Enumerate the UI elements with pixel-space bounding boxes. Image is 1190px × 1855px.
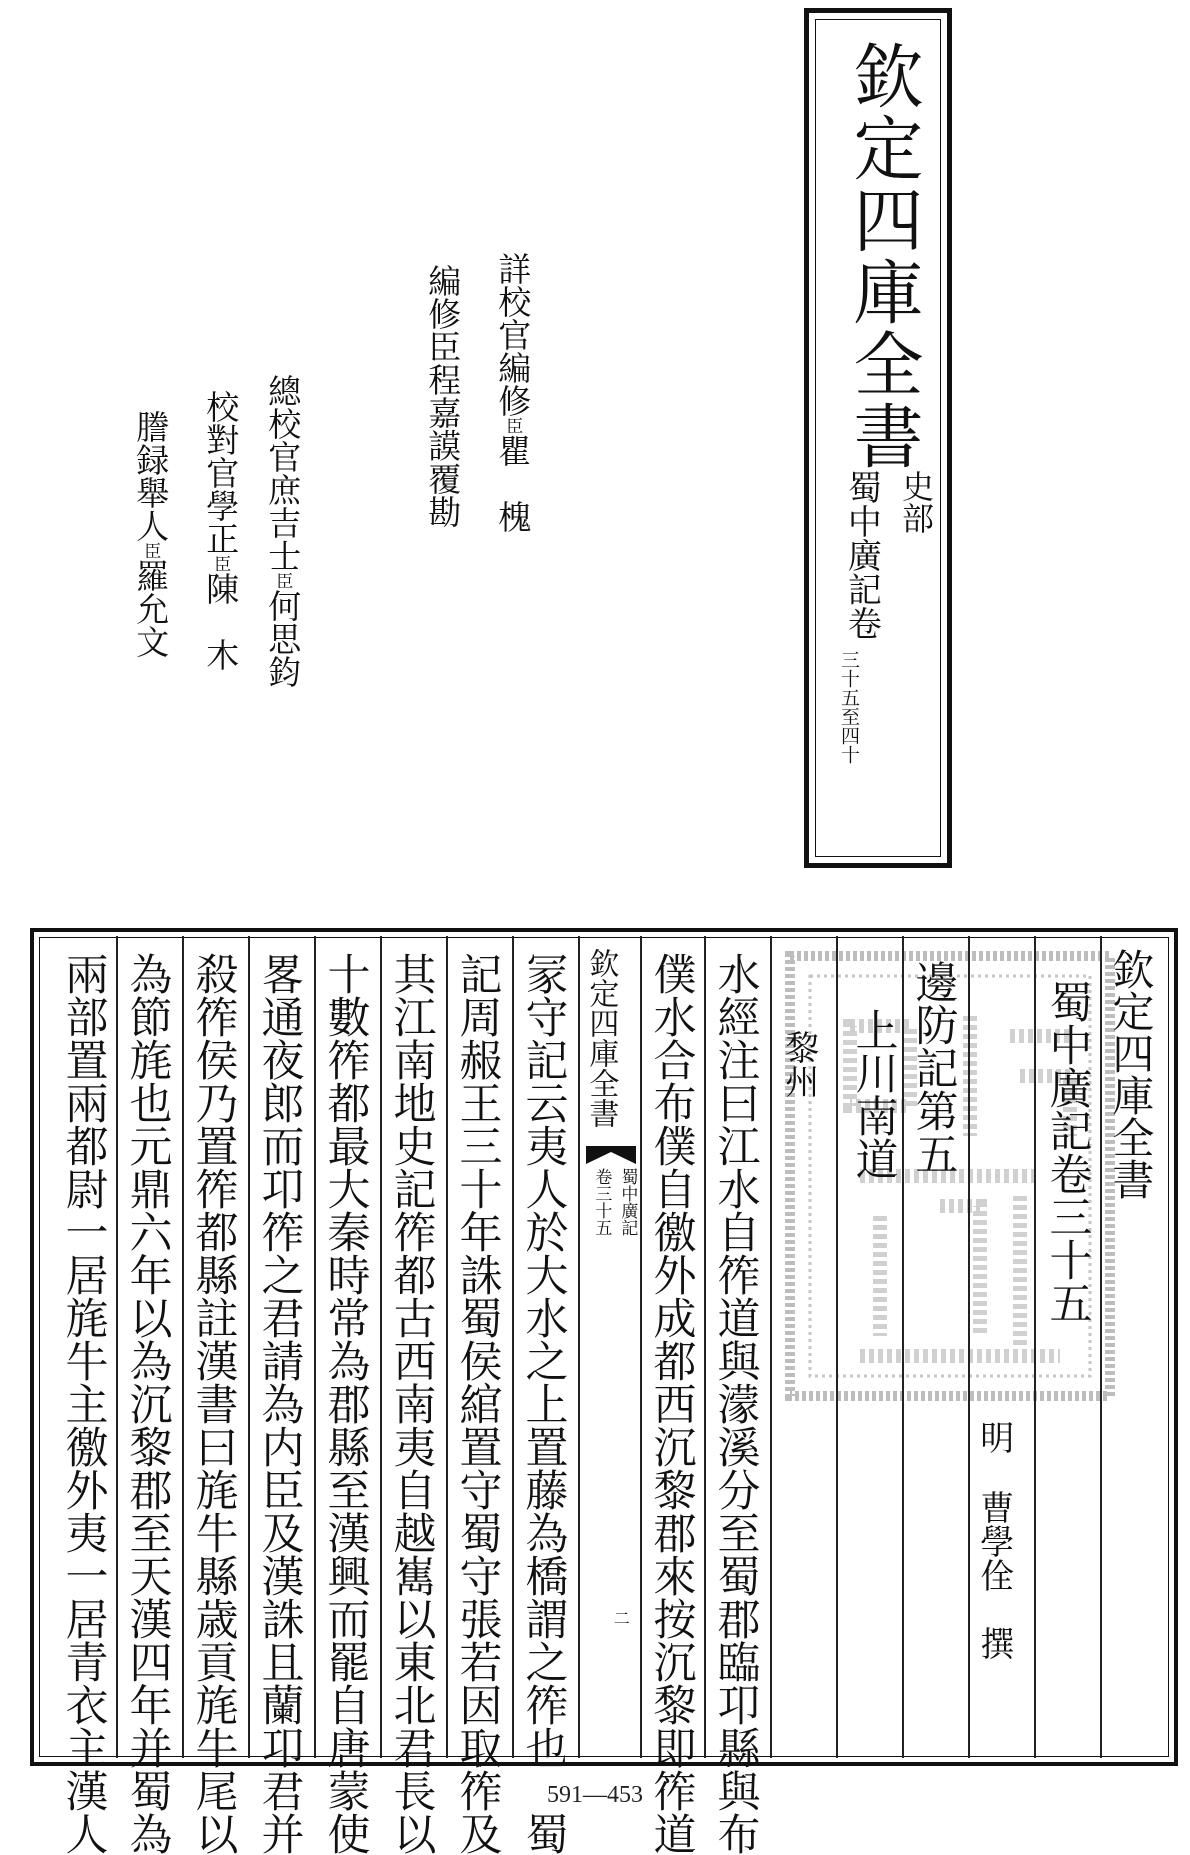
book-title: 欽定四庫全書: [842, 40, 924, 472]
volume-range-note: 三十五至四十: [837, 650, 860, 764]
credit-copyist: [130, 410, 171, 658]
credit-editor: [422, 264, 463, 528]
credit-subject-mark: 臣: [502, 417, 523, 434]
column-rule: [314, 936, 316, 1758]
column-rule: [512, 936, 514, 1758]
sub-region-heading: 上川南道: [848, 1008, 899, 1180]
credit-name: 陳 木: [201, 572, 241, 671]
credit-subject-mark: 臣: [140, 542, 161, 559]
column-rule: [1034, 936, 1036, 1758]
column-rule: [770, 936, 772, 1758]
page-header-book-title: 欽定四庫全書: [1106, 948, 1156, 1200]
text-column-8: 畧通夜郎而卭筰之君請為内臣及漢誅且蘭卭君并: [254, 952, 305, 1855]
credit-role: 編: [423, 264, 463, 297]
volume-subtitle: 蜀中廣記卷: [841, 470, 882, 640]
column-rule: [640, 936, 642, 1758]
column-rule: [836, 936, 838, 1758]
fishtail-mark-icon: [586, 1146, 636, 1164]
column-rule: [182, 936, 184, 1758]
column-rule: [968, 936, 970, 1758]
gutter-work-title: 蜀中廣記: [617, 1168, 638, 1236]
credit-role: 詳校官編修: [493, 252, 533, 417]
text-column-6: 其江南地史記筰都古西南夷自越嶲以東北君長以: [386, 952, 437, 1855]
text-column-4: 冡守記云夷人於大水之上置藤為橋謂之筰也 蜀: [518, 952, 569, 1855]
text-column-5: 記周赧王三十年誅蜀侯綰置守蜀守張若因取筰及: [452, 952, 503, 1855]
credit-subject-mark: 臣: [210, 555, 231, 572]
page-footer-number: 591—453: [547, 1782, 643, 1808]
column-rule: [704, 936, 706, 1758]
author-name: 曹學佺 撰: [973, 1490, 1014, 1660]
column-rule: [116, 936, 118, 1758]
author-era: 明: [973, 1420, 1014, 1454]
column-rule: [902, 936, 904, 1758]
text-column-2: 僕水合布僕自徼外成都西沉黎郡來按沉黎即筰道: [646, 952, 697, 1855]
region-heading: 黎州: [778, 1030, 819, 1098]
chapter-title: 蜀中廣記卷三十五: [1042, 980, 1093, 1324]
gutter-book-title: 欽定四庫全書: [583, 948, 619, 1128]
column-rule: [380, 936, 382, 1758]
column-rule: [446, 936, 448, 1758]
text-column-11: 兩部置兩都尉一居旄牛主徼外夷一居青衣主漢人: [58, 952, 109, 1855]
credit-collator: [200, 390, 241, 671]
credit-role: 總校官庶吉士: [263, 374, 303, 572]
credit-role: 校對官學正: [201, 390, 241, 555]
gutter-page-number: 二: [611, 1610, 631, 1626]
section-title: 邊防記第五: [908, 960, 959, 1175]
credit-chief-collator: [262, 374, 303, 688]
text-column-1: 水經注曰江水自筰道與濛溪分至蜀郡臨卭縣與布: [710, 952, 761, 1855]
text-column-9: 殺筰侯乃置筰都縣註漢書曰旄牛縣歳貢旄牛尾以: [188, 952, 239, 1855]
credit-subject-mark: 臣: [272, 572, 293, 589]
column-rule: [248, 936, 250, 1758]
column-rule: [1100, 936, 1102, 1758]
text-column-7: 十數筰都最大秦時常為郡縣至漢興而罷自唐蒙使: [320, 952, 371, 1855]
credit-proofreader: [492, 252, 533, 533]
section-label: 史部: [897, 470, 935, 534]
credit-name: 修臣程嘉謨覆勘: [423, 297, 463, 528]
credit-name: 何思鈞: [263, 589, 303, 688]
text-column-10: 為節旄也元鼎六年以為沉黎郡至天漢四年并蜀為: [122, 952, 173, 1855]
column-rule: [578, 936, 580, 1758]
credit-name: 瞿 槐: [493, 434, 533, 533]
credit-name: 羅允文: [131, 559, 171, 658]
credit-role: 謄録舉人: [131, 410, 171, 542]
gutter-volume: 卷三十五: [591, 1168, 612, 1236]
